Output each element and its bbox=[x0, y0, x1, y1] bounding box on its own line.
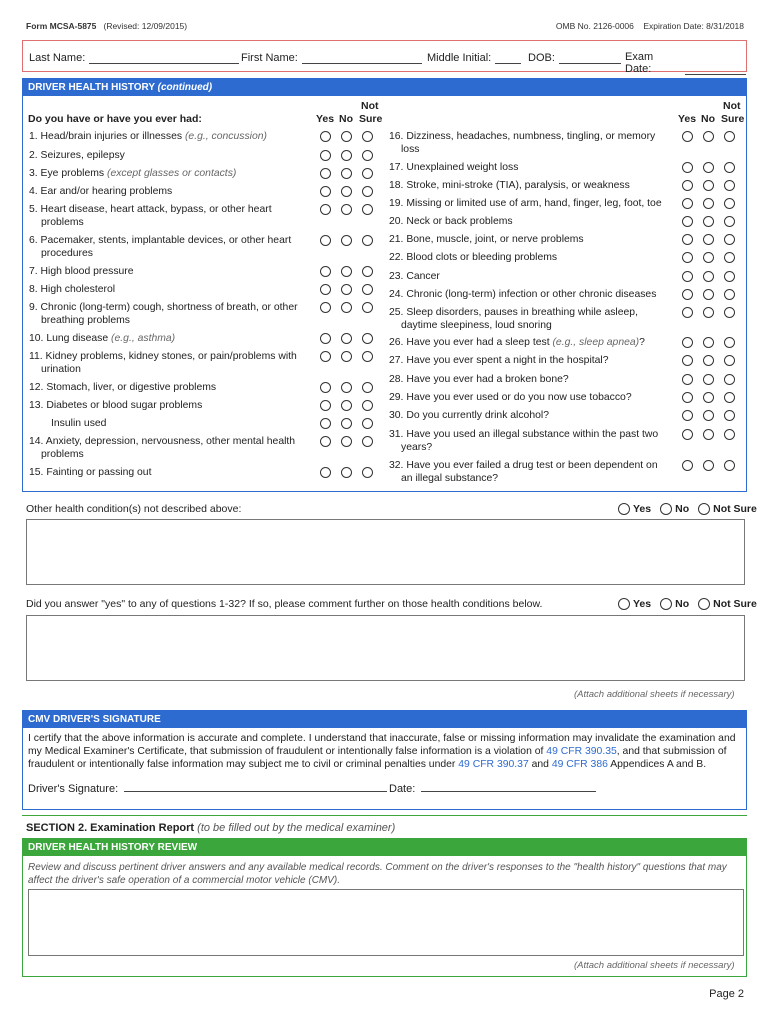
yes-radio[interactable] bbox=[320, 467, 331, 478]
left-col-sure: Sure bbox=[359, 113, 383, 125]
yes-radio[interactable] bbox=[682, 234, 693, 245]
right-question-12 bbox=[389, 373, 676, 386]
other-no-radio[interactable] bbox=[660, 503, 672, 515]
not-sure-radio[interactable] bbox=[362, 204, 373, 215]
right-answer-group-6 bbox=[682, 252, 735, 263]
question-text: 7. High blood pressure bbox=[29, 266, 134, 277]
right-answer-group-7 bbox=[682, 271, 735, 282]
cfr-386-link[interactable]: 49 CFR 386 bbox=[551, 759, 608, 770]
other-not-sure-radio[interactable] bbox=[698, 503, 710, 515]
no-radio[interactable] bbox=[341, 266, 352, 277]
right-question-6 bbox=[389, 251, 676, 264]
question-text: 11. Kidney problems, kidney stones, or pain/problems with bbox=[29, 351, 297, 362]
question-suffix: ? bbox=[639, 337, 645, 348]
question-text: 16. Dizziness, headaches, numbness, tingling, or memory bbox=[389, 131, 656, 142]
left-question-8 bbox=[29, 301, 314, 327]
question-text-line2: problems bbox=[41, 217, 84, 228]
yes-radio[interactable] bbox=[682, 460, 693, 471]
right-question-15 bbox=[389, 428, 676, 454]
last-name-label: Last Name: bbox=[29, 52, 86, 64]
left-answer-group-6 bbox=[320, 266, 373, 277]
not-sure-radio[interactable] bbox=[362, 150, 373, 161]
review-title-bar bbox=[23, 839, 746, 856]
question-text: 10. Lung disease bbox=[29, 333, 109, 344]
yes-radio[interactable] bbox=[320, 400, 331, 411]
question-header: Do you have or have you ever had: bbox=[28, 113, 202, 125]
no-radio[interactable] bbox=[703, 252, 714, 263]
question-text-line2: daytime sleepiness, loud snoring bbox=[401, 320, 552, 331]
left-answer-group-0 bbox=[320, 131, 373, 142]
not-sure-radio[interactable] bbox=[724, 131, 735, 142]
right-answer-group-1 bbox=[682, 162, 735, 173]
yes-radio[interactable] bbox=[682, 252, 693, 263]
other-not-sure-label: Not Sure bbox=[713, 503, 757, 515]
yes-radio[interactable] bbox=[682, 131, 693, 142]
section-title-bar bbox=[23, 79, 746, 96]
left-question-4 bbox=[29, 203, 314, 229]
right-answer-group-15 bbox=[682, 429, 735, 440]
question-note: (e.g., sleep apnea) bbox=[552, 337, 640, 348]
form-id: Form MCSA-5875 bbox=[26, 21, 97, 31]
left-answer-group-13 bbox=[320, 418, 373, 429]
left-question-14 bbox=[29, 435, 314, 461]
right-answer-group-5 bbox=[682, 234, 735, 245]
other-yes-label: Yes bbox=[633, 503, 652, 515]
left-col-no: No bbox=[339, 113, 353, 125]
certification-text bbox=[28, 732, 740, 771]
right-question-14 bbox=[389, 409, 676, 422]
question-text-line2: years? bbox=[401, 442, 433, 453]
no-radio[interactable] bbox=[703, 429, 714, 440]
review-title: DRIVER HEALTH HISTORY REVIEW bbox=[28, 842, 198, 853]
other-no-label: No bbox=[675, 503, 690, 515]
answered-not-sure-radio[interactable] bbox=[698, 598, 710, 610]
left-answer-group-3 bbox=[320, 186, 373, 197]
no-radio[interactable] bbox=[703, 307, 714, 318]
answered-yes-yes-label: Yes bbox=[633, 598, 652, 610]
left-question-9 bbox=[29, 332, 314, 345]
other-conditions-textbox[interactable] bbox=[26, 519, 745, 585]
question-text: 22. Blood clots or bleeding problems bbox=[389, 252, 558, 263]
right-question-13 bbox=[389, 391, 676, 404]
not-sure-radio[interactable] bbox=[362, 418, 373, 429]
yes-radio[interactable] bbox=[320, 186, 331, 197]
cert-text-4: Appendices A and B. bbox=[607, 759, 707, 770]
attach-note-1: (Attach additional sheets if necessary) bbox=[574, 689, 735, 700]
left-question-10 bbox=[29, 350, 314, 376]
left-col-yes: Yes bbox=[316, 113, 335, 125]
question-text: 13. Diabetes or blood sugar problems bbox=[29, 400, 203, 411]
not-sure-radio[interactable] bbox=[724, 271, 735, 282]
date-row bbox=[389, 781, 596, 795]
right-answer-group-16 bbox=[682, 460, 735, 471]
comment-textbox[interactable] bbox=[26, 615, 745, 681]
no-radio[interactable] bbox=[341, 302, 352, 313]
no-radio[interactable] bbox=[703, 271, 714, 282]
question-text: 3. Eye problems bbox=[29, 168, 105, 179]
yes-radio[interactable] bbox=[682, 180, 693, 191]
yes-radio[interactable] bbox=[682, 198, 693, 209]
no-radio[interactable] bbox=[341, 168, 352, 179]
right-col-yes: Yes bbox=[678, 113, 697, 125]
no-radio[interactable] bbox=[703, 216, 714, 227]
no-radio[interactable] bbox=[341, 150, 352, 161]
question-text: 25. Sleep disorders, pauses in breathing while asleep, bbox=[389, 307, 638, 318]
other-yes-radio[interactable] bbox=[618, 503, 630, 515]
yes-radio[interactable] bbox=[682, 429, 693, 440]
last-name-input[interactable] bbox=[89, 51, 239, 64]
answered-yes-options bbox=[618, 598, 757, 610]
signature-label: Driver's Signature: bbox=[28, 783, 119, 795]
no-radio[interactable] bbox=[341, 418, 352, 429]
yes-radio[interactable] bbox=[682, 374, 693, 385]
right-answer-group-2 bbox=[682, 180, 735, 191]
question-note: (e.g., concussion) bbox=[184, 131, 267, 142]
no-radio[interactable] bbox=[341, 333, 352, 344]
right-col-not: Not bbox=[723, 100, 741, 112]
question-text-line2: loss bbox=[401, 144, 420, 155]
question-text: Insulin used bbox=[51, 418, 107, 429]
cert-text-2: , and that submission of fraudulent or intentionally false information may subject me to civil or criminal penalties under bbox=[28, 746, 727, 770]
not-sure-radio[interactable] bbox=[362, 131, 373, 142]
last-name-field bbox=[29, 51, 239, 64]
revised-date: (Revised: 12/09/2015) bbox=[103, 21, 188, 31]
left-answer-group-14 bbox=[320, 436, 373, 447]
left-answer-group-5 bbox=[320, 235, 373, 246]
no-radio[interactable] bbox=[341, 382, 352, 393]
yes-radio[interactable] bbox=[320, 333, 331, 344]
form-id-header bbox=[26, 21, 187, 31]
yes-radio[interactable] bbox=[682, 271, 693, 282]
not-sure-radio[interactable] bbox=[362, 351, 373, 362]
dob-input[interactable] bbox=[559, 51, 621, 64]
no-radio[interactable] bbox=[341, 235, 352, 246]
left-question-7 bbox=[29, 283, 314, 296]
question-text: 32. Have you ever failed a drug test or been dependent on bbox=[389, 460, 658, 471]
right-answer-group-11 bbox=[682, 355, 735, 366]
yes-radio[interactable] bbox=[682, 337, 693, 348]
not-sure-radio[interactable] bbox=[724, 234, 735, 245]
no-radio[interactable] bbox=[703, 392, 714, 403]
signature-input[interactable] bbox=[124, 781, 387, 792]
question-text: 2. Seizures, epilepsy bbox=[29, 150, 125, 161]
answered-no-label: No bbox=[675, 598, 690, 610]
question-text-line2: urination bbox=[41, 364, 81, 375]
right-question-0 bbox=[389, 130, 676, 156]
no-radio[interactable] bbox=[703, 234, 714, 245]
dob-field bbox=[528, 51, 621, 64]
omb-number: OMB No. 2126-0006 bbox=[555, 21, 634, 31]
no-radio[interactable] bbox=[703, 198, 714, 209]
dob-label: DOB: bbox=[528, 52, 555, 64]
not-sure-radio[interactable] bbox=[362, 302, 373, 313]
question-text: 1. Head/brain injuries or illnesses bbox=[29, 131, 183, 142]
no-radio[interactable] bbox=[341, 351, 352, 362]
page-number: Page 2 bbox=[709, 988, 744, 1000]
yes-radio[interactable] bbox=[320, 382, 331, 393]
no-radio[interactable] bbox=[703, 355, 714, 366]
health-history-review-section bbox=[22, 838, 747, 977]
first-name-input[interactable] bbox=[302, 51, 422, 64]
not-sure-radio[interactable] bbox=[724, 198, 735, 209]
right-question-2 bbox=[389, 179, 676, 192]
left-question-12 bbox=[29, 399, 314, 412]
attach-note-2: (Attach additional sheets if necessary) bbox=[574, 960, 735, 971]
yes-radio[interactable] bbox=[320, 204, 331, 215]
question-text: 17. Unexplained weight loss bbox=[389, 162, 519, 173]
not-sure-radio[interactable] bbox=[362, 284, 373, 295]
no-radio[interactable] bbox=[341, 400, 352, 411]
not-sure-radio[interactable] bbox=[724, 429, 735, 440]
right-question-10 bbox=[389, 336, 676, 349]
review-instructions: Review and discuss pertinent driver answers and any available medical records. Comment on the driver's responses to the "health history" questions that may affect the driver's safe operation of a commercial motor vehicle (CMV). bbox=[28, 862, 727, 886]
question-text: 27. Have you ever spent a night in the hospital? bbox=[389, 355, 609, 366]
yes-radio[interactable] bbox=[682, 216, 693, 227]
not-sure-radio[interactable] bbox=[362, 235, 373, 246]
left-answer-group-15 bbox=[320, 467, 373, 478]
answered-yes-label: Did you answer "yes" to any of questions 1-32? If so, please comment further on those health conditions below. bbox=[26, 598, 543, 610]
question-text: 28. Have you ever had a broken bone? bbox=[389, 374, 569, 385]
left-answer-group-9 bbox=[320, 333, 373, 344]
right-col-no: No bbox=[701, 113, 715, 125]
signature-row bbox=[28, 781, 387, 795]
other-conditions-options bbox=[618, 503, 757, 515]
right-col-sure: Sure bbox=[721, 113, 745, 125]
yes-radio[interactable] bbox=[320, 284, 331, 295]
middle-initial-label: Middle Initial: bbox=[427, 52, 492, 64]
review-textbox[interactable] bbox=[28, 889, 744, 956]
not-sure-radio[interactable] bbox=[724, 162, 735, 173]
yes-radio[interactable] bbox=[682, 162, 693, 173]
question-text: 18. Stroke, mini-stroke (TIA), paralysis, or weakness bbox=[389, 180, 630, 191]
left-question-11 bbox=[29, 381, 314, 394]
right-answer-group-9 bbox=[682, 307, 735, 318]
yes-radio[interactable] bbox=[682, 410, 693, 421]
question-text: 24. Chronic (long-term) infection or other chronic diseases bbox=[389, 289, 657, 300]
section2-title: SECTION 2. Examination Report bbox=[26, 822, 195, 834]
no-radio[interactable] bbox=[703, 180, 714, 191]
not-sure-radio[interactable] bbox=[724, 289, 735, 300]
right-question-11 bbox=[389, 354, 676, 367]
not-sure-radio[interactable] bbox=[724, 355, 735, 366]
section-title-suffix: (continued) bbox=[157, 82, 213, 93]
section-title: DRIVER HEALTH HISTORY bbox=[28, 82, 155, 93]
first-name-field bbox=[241, 51, 422, 64]
cfr-390-37-link[interactable]: 49 CFR 390.37 bbox=[458, 759, 529, 770]
right-question-9 bbox=[389, 306, 676, 332]
left-question-3 bbox=[29, 185, 314, 198]
not-sure-radio[interactable] bbox=[724, 337, 735, 348]
signature-date-input[interactable] bbox=[421, 781, 596, 792]
question-text: 23. Cancer bbox=[389, 271, 440, 282]
section2-heading bbox=[26, 822, 395, 834]
signature-date-label: Date: bbox=[389, 783, 416, 795]
not-sure-radio[interactable] bbox=[362, 400, 373, 411]
no-radio[interactable] bbox=[341, 436, 352, 447]
not-sure-radio[interactable] bbox=[362, 333, 373, 344]
left-answer-group-10 bbox=[320, 351, 373, 362]
question-text-line2: procedures bbox=[41, 248, 93, 259]
yes-radio[interactable] bbox=[682, 307, 693, 318]
question-text: 20. Neck or back problems bbox=[389, 216, 513, 227]
right-answer-group-8 bbox=[682, 289, 735, 300]
question-text: 30. Do you currently drink alcohol? bbox=[389, 410, 549, 421]
right-answer-group-3 bbox=[682, 198, 735, 209]
yes-radio[interactable] bbox=[320, 436, 331, 447]
first-name-label: First Name: bbox=[241, 52, 298, 64]
signature-title: CMV DRIVER'S SIGNATURE bbox=[28, 714, 161, 725]
exam-date-input[interactable] bbox=[685, 62, 746, 75]
not-sure-radio[interactable] bbox=[724, 460, 735, 471]
left-question-1 bbox=[29, 149, 314, 162]
other-conditions-label: Other health condition(s) not described above: bbox=[26, 503, 242, 515]
question-text: 6. Pacemaker, stents, implantable devices, or other heart bbox=[29, 235, 292, 246]
no-radio[interactable] bbox=[341, 204, 352, 215]
answered-no-radio[interactable] bbox=[660, 598, 672, 610]
right-answer-group-10 bbox=[682, 337, 735, 348]
right-question-7 bbox=[389, 270, 676, 283]
middle-initial-field bbox=[427, 51, 521, 64]
question-text: 19. Missing or limited use of arm, hand, finger, leg, foot, toe bbox=[389, 198, 662, 209]
omb-header bbox=[556, 21, 744, 31]
expiration-date: Expiration Date: 8/31/2018 bbox=[643, 21, 744, 31]
driver-signature-section bbox=[22, 710, 747, 810]
left-question-13 bbox=[51, 417, 336, 430]
not-sure-radio[interactable] bbox=[724, 410, 735, 421]
answered-yes-radio[interactable] bbox=[618, 598, 630, 610]
yes-radio[interactable] bbox=[682, 355, 693, 366]
left-question-2 bbox=[29, 167, 314, 180]
not-sure-radio[interactable] bbox=[724, 216, 735, 227]
left-question-6 bbox=[29, 265, 314, 278]
no-radio[interactable] bbox=[703, 162, 714, 173]
left-answer-group-12 bbox=[320, 400, 373, 411]
left-answer-group-2 bbox=[320, 168, 373, 179]
not-sure-radio[interactable] bbox=[362, 186, 373, 197]
yes-radio[interactable] bbox=[320, 168, 331, 179]
no-radio[interactable] bbox=[341, 186, 352, 197]
health-history-section bbox=[22, 78, 747, 492]
no-radio[interactable] bbox=[703, 410, 714, 421]
not-sure-radio[interactable] bbox=[724, 374, 735, 385]
question-note: (except glasses or contacts) bbox=[106, 168, 237, 179]
question-text: 9. Chronic (long-term) cough, shortness of breath, or other bbox=[29, 302, 298, 313]
right-answer-group-12 bbox=[682, 374, 735, 385]
yes-radio[interactable] bbox=[320, 266, 331, 277]
signature-title-bar bbox=[23, 711, 746, 728]
not-sure-radio[interactable] bbox=[724, 252, 735, 263]
name-fields-box bbox=[22, 40, 747, 75]
right-answer-group-14 bbox=[682, 410, 735, 421]
yes-radio[interactable] bbox=[682, 289, 693, 300]
no-radio[interactable] bbox=[341, 284, 352, 295]
cfr-390-35-link[interactable]: 49 CFR 390.35 bbox=[546, 746, 617, 757]
right-question-1 bbox=[389, 161, 676, 174]
no-radio[interactable] bbox=[703, 131, 714, 142]
left-question-5 bbox=[29, 234, 314, 260]
not-sure-radio[interactable] bbox=[724, 180, 735, 191]
no-radio[interactable] bbox=[341, 467, 352, 478]
not-sure-radio[interactable] bbox=[362, 382, 373, 393]
yes-radio[interactable] bbox=[320, 131, 331, 142]
yes-radio[interactable] bbox=[320, 351, 331, 362]
left-question-0 bbox=[29, 130, 314, 143]
yes-radio[interactable] bbox=[320, 235, 331, 246]
question-text: 29. Have you ever used or do you now use tobacco? bbox=[389, 392, 632, 403]
right-answer-group-4 bbox=[682, 216, 735, 227]
right-answer-group-0 bbox=[682, 131, 735, 142]
no-radio[interactable] bbox=[341, 131, 352, 142]
left-answer-group-8 bbox=[320, 302, 373, 313]
question-text-line2: problems bbox=[41, 449, 84, 460]
yes-radio[interactable] bbox=[320, 418, 331, 429]
question-text: 4. Ear and/or hearing problems bbox=[29, 186, 173, 197]
left-col-not: Not bbox=[361, 100, 379, 112]
not-sure-radio[interactable] bbox=[724, 307, 735, 318]
yes-radio[interactable] bbox=[320, 302, 331, 313]
exam-date-field bbox=[625, 51, 746, 75]
section-divider bbox=[22, 815, 747, 816]
not-sure-radio[interactable] bbox=[362, 436, 373, 447]
right-question-8 bbox=[389, 288, 676, 301]
right-question-16 bbox=[389, 459, 676, 485]
question-note: (e.g., asthma) bbox=[111, 333, 176, 344]
left-answer-group-7 bbox=[320, 284, 373, 295]
left-question-15 bbox=[29, 466, 314, 479]
exam-date-label: Exam Date: bbox=[625, 51, 654, 75]
no-radio[interactable] bbox=[703, 289, 714, 300]
left-answer-group-1 bbox=[320, 150, 373, 161]
no-radio[interactable] bbox=[703, 374, 714, 385]
middle-initial-input[interactable] bbox=[495, 51, 521, 64]
right-question-3 bbox=[389, 197, 676, 210]
not-sure-radio[interactable] bbox=[362, 168, 373, 179]
no-radio[interactable] bbox=[703, 460, 714, 471]
not-sure-radio[interactable] bbox=[724, 392, 735, 403]
question-text-line2: breathing problems bbox=[41, 315, 130, 326]
question-text-line2: an illegal substance? bbox=[401, 473, 499, 484]
question-text: 8. High cholesterol bbox=[29, 284, 116, 295]
cert-text-3: and bbox=[528, 759, 552, 770]
question-text: 5. Heart disease, heart attack, bypass, or other heart bbox=[29, 204, 272, 215]
right-question-4 bbox=[389, 215, 676, 228]
yes-radio[interactable] bbox=[320, 150, 331, 161]
question-text: 31. Have you used an illegal substance within the past two bbox=[389, 429, 659, 440]
cert-text-1: I certify that the above information is accurate and complete. I understand that inaccurate, false or missing information may invalidate the examination and my Medical Examiner's Certificate, that submission of fraudulent or intentionally false information is a violation of bbox=[28, 733, 736, 757]
question-text: 12. Stomach, liver, or digestive problems bbox=[29, 382, 217, 393]
question-text: 21. Bone, muscle, joint, or nerve problems bbox=[389, 234, 584, 245]
not-sure-radio[interactable] bbox=[362, 266, 373, 277]
left-answer-group-11 bbox=[320, 382, 373, 393]
right-question-5 bbox=[389, 233, 676, 246]
question-text: 14. Anxiety, depression, nervousness, other mental health bbox=[29, 436, 296, 447]
section2-note: (to be filled out by the medical examiner) bbox=[197, 822, 396, 834]
yes-radio[interactable] bbox=[682, 392, 693, 403]
question-text: 15. Fainting or passing out bbox=[29, 467, 152, 478]
left-answer-group-4 bbox=[320, 204, 373, 215]
not-sure-radio[interactable] bbox=[362, 467, 373, 478]
right-answer-group-13 bbox=[682, 392, 735, 403]
no-radio[interactable] bbox=[703, 337, 714, 348]
question-text: 26. Have you ever had a sleep test bbox=[389, 337, 550, 348]
answered-not-sure-label: Not Sure bbox=[713, 598, 757, 610]
